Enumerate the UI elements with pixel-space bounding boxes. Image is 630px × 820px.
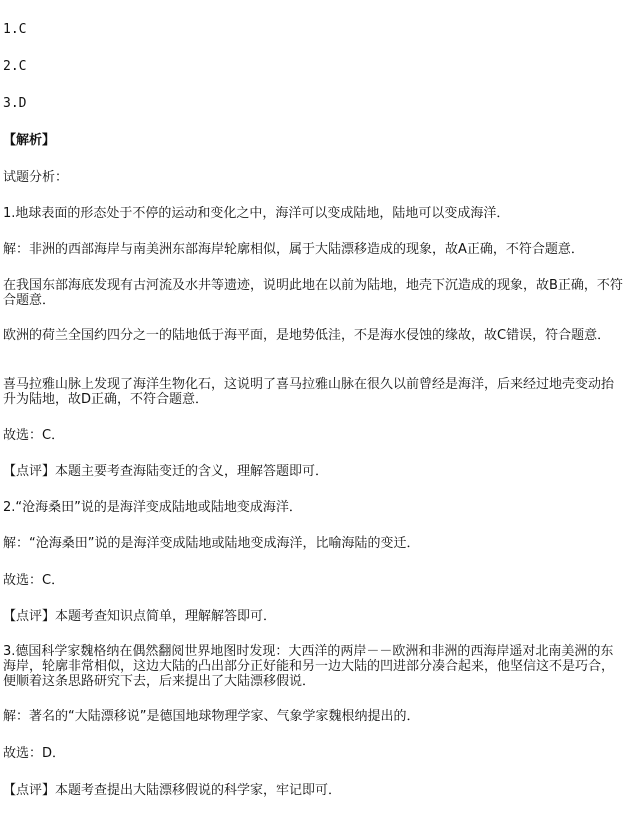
q3-choice: 故选：D． xyxy=(3,746,66,761)
q3-stem: 3.德国科学家魏格纳在偶然翻阅世界地图时发现：大西洋的两岸－－欧洲和非洲的西海岸遥对北南美洲的东海岸，轮廓非常相似，这边大陆的凸出部分正好能和另一边大陆的凹进部分凑合起来，他坚信这不是巧合，便顺着这条思路研究下去，后来提出了大陆漂移假说． xyxy=(3,644,615,689)
q1-solution-d: 喜马拉雅山脉上发现了海洋生物化石，这说明了喜马拉雅山脉在很久以前曾经是海洋，后来经过地壳变动抬升为陆地，故D正确，不符合题意． xyxy=(3,377,615,407)
analysis-intro: 试题分析： xyxy=(3,170,69,185)
q1-solution-b: 在我国东部海底发现有古河流及水井等遗迹，说明此地在以前为陆地，地壳下沉造成的现象，故B正确，不符合题意． xyxy=(3,278,623,308)
q3-solution: 解：著名的“大陆漂移说”是德国地球物理学家、气象学家魏根纳提出的． xyxy=(3,709,420,724)
q1-solution-a: 解：非洲的西部海岸与南美洲东部海岸轮廓相似，属于大陆漂移造成的现象，故A正确，不符合题意． xyxy=(3,242,584,257)
q1-solution-c: 欧洲的荷兰全国约四分之一的陆地低于海平面，是地势低洼，不是海水侵蚀的缘故，故C错误，符合题意． xyxy=(3,328,611,343)
answer-2: 2.C xyxy=(3,59,27,74)
q2-comment: 【点评】本题考查知识点简单，理解解答即可． xyxy=(3,609,277,624)
answer-3: 3.D xyxy=(3,96,27,111)
q2-stem: 2.“沧海桑田”说的是海洋变成陆地或陆地变成海洋． xyxy=(3,500,302,515)
answer-1: 1.C xyxy=(3,22,27,37)
q2-choice: 故选：C． xyxy=(3,573,65,588)
q3-comment: 【点评】本题考查提出大陆漂移假说的科学家，牢记即可． xyxy=(3,783,342,798)
q1-stem: 1.地球表面的形态处于不停的运动和变化之中，海洋可以变成陆地，陆地可以变成海洋． xyxy=(3,206,510,221)
q1-comment: 【点评】本题主要考查海陆变迁的含义，理解答题即可． xyxy=(3,464,329,479)
q2-solution: 解：“沧海桑田”说的是海洋变成陆地或陆地变成海洋，比喻海陆的变迁． xyxy=(3,536,420,551)
q1-choice: 故选：C． xyxy=(3,428,65,443)
analysis-header: 【解析】 xyxy=(3,133,56,148)
